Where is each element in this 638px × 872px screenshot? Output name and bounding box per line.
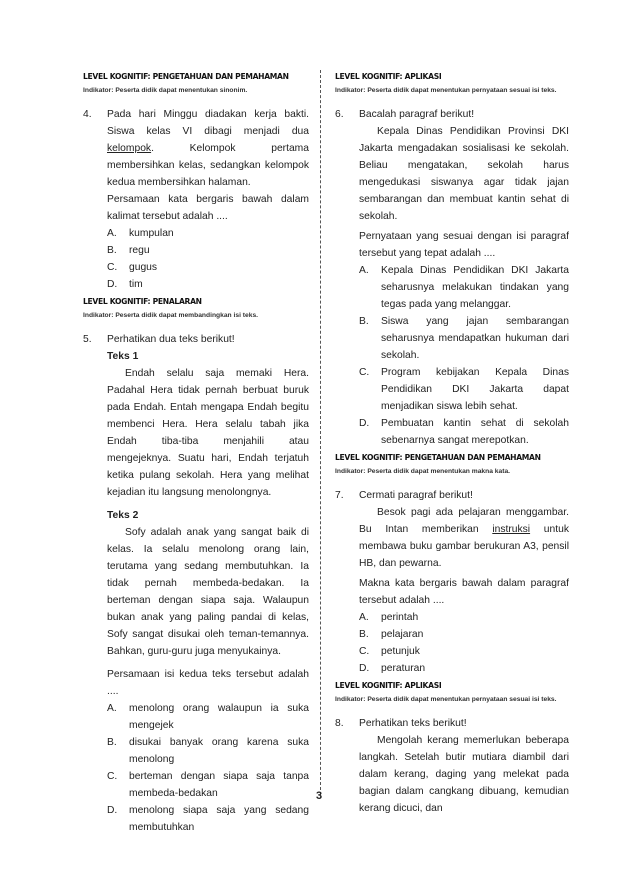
question-number: 5. [83, 334, 92, 345]
question-number: 6. [335, 109, 344, 120]
option-item [107, 242, 309, 259]
option-text: menolong siapa saja yang sedang membutuhkan [129, 805, 309, 833]
option-item [107, 225, 309, 242]
stem-text: Pada hari Minggu diadakan kerja bakti. Siswa kelas VI dibagi menjadi dua [107, 109, 309, 137]
option-letter: C. [359, 367, 370, 378]
column-divider [320, 70, 321, 795]
text-2-body: Sofy adalah anak yang sangat baik di kelas. Ia selalu menolong orang lain, terutama yang sedang membutuhkan. Ia tidak pernah membeda-bedakan. Ia berteman dengan siapa saja. Walaupun bukan anak yang paling pandai di kelas, Sofy sangat disukai oleh teman-temannya. Bahkan, guru-guru juga menyukainya. [107, 527, 309, 657]
question-stem [107, 106, 309, 191]
option-item [359, 313, 569, 364]
option-item [359, 660, 569, 677]
left-column [83, 72, 309, 836]
question-intro: Bacalah paragraf berikut! [359, 109, 475, 120]
option-item [359, 609, 569, 626]
option-text: kumpulan [129, 228, 174, 239]
option-text: menolong orang walaupun ia suka mengejek [129, 703, 309, 731]
option-letter: B. [359, 316, 369, 327]
option-text: gugus [129, 262, 158, 273]
option-text: regu [129, 245, 150, 256]
indicator: Indikator: Peserta didik dapat menentukan makna kata. [335, 468, 511, 475]
option-item [359, 626, 569, 643]
option-letter: D. [359, 418, 370, 429]
option-text: berteman dengan siapa saja tanpa membeda-bedakan [129, 771, 309, 799]
option-item [107, 734, 309, 768]
level-heading: LEVEL KOGNITIF: PENGETAHUAN DAN PEMAHAMAN [83, 72, 289, 81]
option-item [359, 262, 569, 313]
option-item [107, 700, 309, 734]
option-item [107, 802, 309, 836]
indicator: Indikator: Peserta didik dapat menentukan pernyataan sesuai isi teks. [335, 696, 557, 703]
option-item [359, 415, 569, 449]
option-letter: A. [359, 612, 369, 623]
question-prompt: Makna kata bergaris bawah dalam paragraf tersebut adalah .... [359, 578, 569, 606]
options-list [359, 609, 569, 677]
option-text: disukai banyak orang karena suka menolong [129, 737, 309, 765]
indicator: Indikator: Peserta didik dapat menentukan pernyataan sesuai isi teks. [335, 87, 557, 94]
underlined-word: kelompok [107, 143, 152, 154]
page-number: 3 [315, 790, 323, 802]
option-text: pelajaran [381, 629, 424, 640]
underlined-word: instruksi [492, 524, 531, 535]
level-heading: LEVEL KOGNITIF: PENALARAN [83, 297, 202, 306]
options-list [107, 700, 309, 836]
option-text: peraturan [381, 663, 426, 674]
level-heading: LEVEL KOGNITIF: PENGETAHUAN DAN PEMAHAMAN [335, 453, 541, 462]
paragraph-text: untuk membawa buku gambar berukuran A3, pensil HB, dan pewarna. [359, 524, 569, 569]
question-5 [83, 331, 309, 836]
option-letter: A. [107, 703, 117, 714]
option-item [107, 259, 309, 276]
option-text: Siswa yang jajan sembarangan seharusnya mendapatkan hukuman dari sekolah. [381, 316, 569, 361]
question-prompt: Persamaan isi kedua teks tersebut adalah .... [107, 669, 309, 697]
option-letter: C. [107, 262, 118, 273]
option-item [359, 364, 569, 415]
paragraph [359, 504, 569, 572]
question-number: 4. [83, 109, 92, 120]
option-letter: D. [107, 805, 118, 816]
option-item [359, 643, 569, 660]
question-number: 7. [335, 490, 344, 501]
text-1-title: Teks 1 [107, 351, 139, 362]
text-1-body: Endah selalu saja memaki Hera. Padahal Hera tidak pernah berbuat buruk pada Endah. Entah mengapa Endah begitu membenci Hera. Hera selalu tabah jika Endah tiba-tiba menjahili atau mengejeknya. Suatu hari, Endah terjatuh ketika pulang sekolah. Hera yang melihat kejadian itu langsung menolongnya. [107, 368, 309, 498]
question-number: 8. [335, 718, 344, 729]
question-4 [83, 106, 309, 293]
paragraph: Mengolah kerang memerlukan beberapa langkah. Setelah butir mutiara diambil dari dalam kerang, daging yang melekat pada bagian dalam cangkang dibuang, kemudian kerang dicuci, dan [359, 735, 569, 814]
question-6 [335, 106, 569, 449]
paragraph-text: Besok pagi ada pelajaran menggambar. Bu Intan memberikan [359, 507, 569, 535]
indicator: Indikator: Peserta didik dapat menentukan sinonim. [83, 87, 248, 94]
option-item [107, 276, 309, 293]
option-letter: C. [359, 646, 370, 657]
options-list [107, 225, 309, 293]
indicator: Indikator: Peserta didik dapat membandingkan isi teks. [83, 312, 259, 319]
option-letter: C. [107, 771, 118, 782]
option-letter: B. [107, 737, 117, 748]
option-letter: D. [359, 663, 370, 674]
question-prompt: Pernyataan yang sesuai dengan isi paragraf tersebut yang tepat adalah .... [359, 231, 569, 259]
question-intro: Perhatikan teks berikut! [359, 718, 467, 729]
question-intro: Cermati paragraf berikut! [359, 490, 473, 501]
question-intro: Perhatikan dua teks berikut! [107, 334, 235, 345]
question-prompt: Persamaan kata bergaris bawah dalam kalimat tersebut adalah .... [107, 194, 309, 222]
option-text: petunjuk [381, 646, 420, 657]
option-text: tim [129, 279, 143, 290]
stem-text: . Kelompok pertama membersihkan kelas, sedangkan kelompok kedua membersihkan halaman. [107, 143, 309, 188]
option-text: Program kebijakan Kepala Dinas Pendidikan DKI Jakarta dapat menjadikan siswa lebih sehat. [381, 367, 569, 412]
option-text: perintah [381, 612, 419, 623]
option-text: Pembuatan kantin sehat di sekolah sebenarnya sangat merepotkan. [381, 418, 569, 446]
options-list [359, 262, 569, 449]
option-text: Kepala Dinas Pendidikan DKI Jakarta seharusnya melakukan tindakan yang tegas pada yang melanggar. [381, 265, 569, 310]
option-letter: A. [107, 228, 117, 239]
level-heading: LEVEL KOGNITIF: APLIKASI [335, 72, 442, 81]
level-heading: LEVEL KOGNITIF: APLIKASI [335, 681, 442, 690]
option-letter: B. [359, 629, 369, 640]
option-letter: D. [107, 279, 118, 290]
paragraph: Kepala Dinas Pendidikan Provinsi DKI Jakarta mengadakan sosialisasi ke sekolah. Beliau mengatakan, sekolah harus mengedukasi siswanya agar tidak jajan sembarangan dan membuat kantin sehat di sekolah. [359, 126, 569, 222]
option-letter: B. [107, 245, 117, 256]
option-letter: A. [359, 265, 369, 276]
text-2-title: Teks 2 [107, 510, 139, 521]
question-7 [335, 487, 569, 677]
right-column [335, 72, 569, 817]
